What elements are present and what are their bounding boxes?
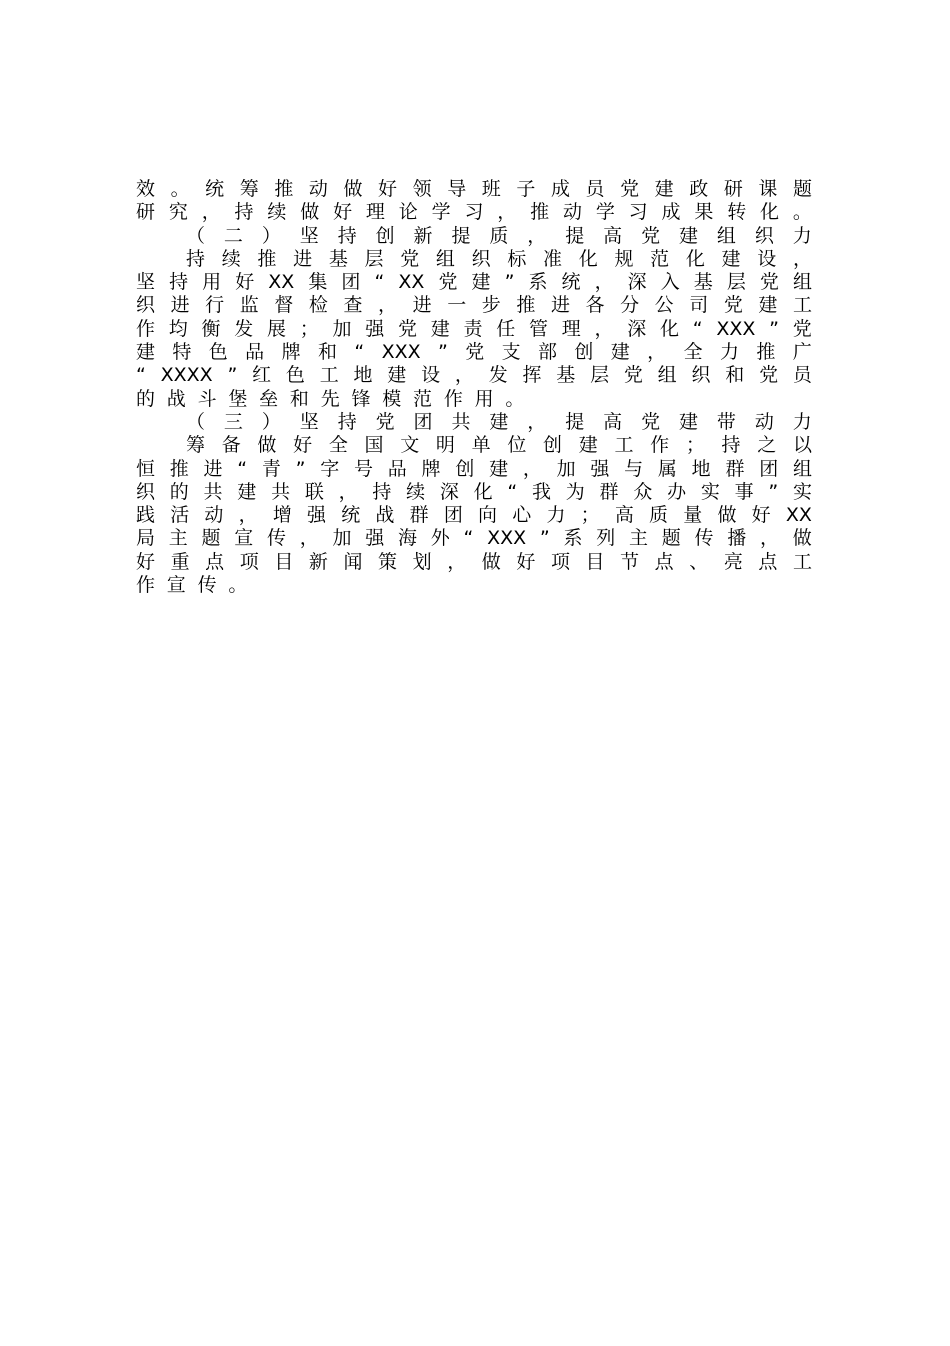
text-line: 建 特 色 品 牌 和 “ XXX ” 党 支 部 创 建 ， 全 力 推 广 [136, 341, 812, 364]
text-line: 坚 持 用 好 XX 集 团 “ XX 党 建 ” 系 统 ， 深 入 基 层 党 组 [136, 271, 812, 294]
text-line: 局 主 题 宣 传 ， 加 强 海 外 “ XXX ” 系 列 主 题 传 播 ， 做 [136, 527, 812, 550]
body-text [136, 178, 812, 597]
text-line: 织 进 行 监 督 检 查 ， 进 一 步 推 进 各 分 公 司 党 建 工 [136, 294, 812, 317]
text-line: 效 。 统 筹 推 动 做 好 领 导 班 子 成 员 党 建 政 研 课 题 [136, 178, 812, 200]
text-line: （ 三 ） 坚 持 党 团 共 建 ， 提 高 党 建 带 动 力 [186, 410, 812, 433]
text-line: 织 的 共 建 共 联 ， 持 续 深 化 “ 我 为 群 众 办 实 事 ” 实 [136, 480, 812, 503]
text-line: 恒 推 进 “ 青 ” 字 号 品 牌 创 建 ， 加 强 与 属 地 群 团 组 [136, 457, 812, 480]
text-line: “ XXXX ” 红 色 工 地 建 设 ， 发 挥 基 层 党 组 织 和 党 员 [136, 364, 812, 387]
text-line: 筹 备 做 好 全 国 文 明 单 位 创 建 工 作 ； 持 之 以 [186, 434, 812, 457]
text-line: 研 究 ， 持 续 做 好 理 论 学 习 ， 推 动 学 习 成 果 转 化 。 [136, 201, 812, 224]
text-line: （ 二 ） 坚 持 创 新 提 质 ， 提 高 党 建 组 织 力 [186, 224, 812, 247]
text-line: 作 宣 传 。 [136, 574, 248, 597]
text-line: 的 战 斗 堡 垒 和 先 锋 模 范 作 用 。 [136, 387, 525, 410]
text-line: 好 重 点 项 目 新 闻 策 划 ， 做 好 项 目 节 点 、 亮 点 工 [136, 550, 812, 573]
text-line: 作 均 衡 发 展 ； 加 强 党 建 责 任 管 理 ， 深 化 “ XXX ” 党 [136, 317, 812, 340]
text-line: 持 续 推 进 基 层 党 组 织 标 准 化 规 范 化 建 设 ， [186, 247, 812, 270]
text-line: 践 活 动 ， 增 强 统 战 群 团 向 心 力 ； 高 质 量 做 好 XX [136, 504, 812, 527]
